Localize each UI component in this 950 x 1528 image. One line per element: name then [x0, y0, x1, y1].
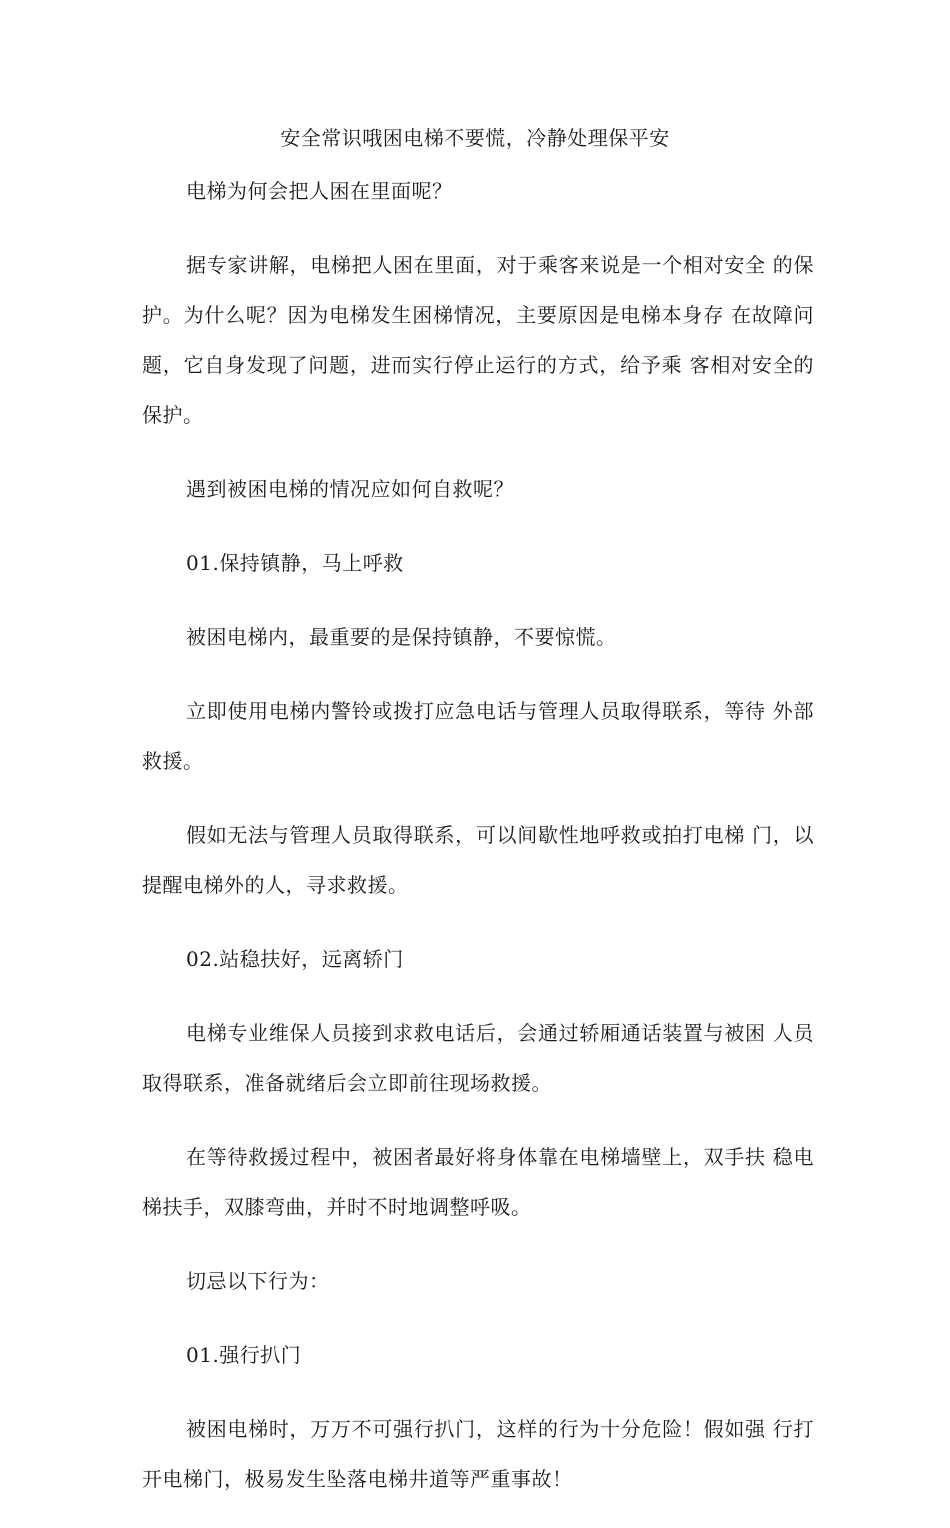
- paragraph-stay-calm: 被困电梯内，最重要的是保持镇静，不要惊慌。: [186, 625, 617, 649]
- paragraph-heading-stand-steady: 02.站稳扶好，远离轿门: [186, 947, 404, 971]
- paragraph-use-alarm: 立即使用电梯内警铃或拨打应急电话与管理人员取得联系，等待 外部救援。: [142, 699, 814, 773]
- paragraph-waiting-posture: 在等待救援过程中，被困者最好将身体靠在电梯墙壁上，双手扶 稳电梯扶手，双膝弯曲，并时不时地调整呼吸。: [142, 1145, 814, 1219]
- paragraph-avoid-behaviors: 切忌以下行为：: [186, 1269, 330, 1293]
- paragraph-question-selfrescue: 遇到被困电梯的情况应如何自救呢？: [186, 477, 514, 501]
- paragraph-question-why: 电梯为何会把人困在里面呢？: [186, 179, 453, 203]
- paragraph-expert-explanation: 据专家讲解，电梯把人困在里面，对于乘客来说是一个相对安全 的保护。为什么呢？因为电梯发生困梯情况，主要原因是电梯本身存 在故障问题，它自身发现了问题，进而实行停止运行的方式，给予乘 客相对安全的保护。: [142, 253, 814, 427]
- paragraph-heading-stay-calm: 01.保持镇静，马上呼救: [186, 551, 404, 575]
- paragraph-call-for-help: 假如无法与管理人员取得联系，可以间歇性地呼救或拍打电梯 门，以提醒电梯外的人，寻求救援。: [142, 823, 814, 897]
- document-body: [142, 166, 814, 1528]
- paragraph-heading-forcing-door: 01.强行扒门: [186, 1343, 302, 1367]
- paragraph-forcing-door-danger: 被困电梯时，万万不可强行扒门，这样的行为十分危险！假如强 行打开电梯门，极易发生坠落电梯井道等严重事故！: [142, 1417, 814, 1491]
- paragraph-maintenance-contact: 电梯专业维保人员接到求救电话后，会通过轿厢通话装置与被困 人员取得联系，准备就绪后会立即前往现场救援。: [142, 1021, 814, 1095]
- document-title: 安全常识哦困电梯不要慌，冷静处理保平安: [280, 126, 670, 150]
